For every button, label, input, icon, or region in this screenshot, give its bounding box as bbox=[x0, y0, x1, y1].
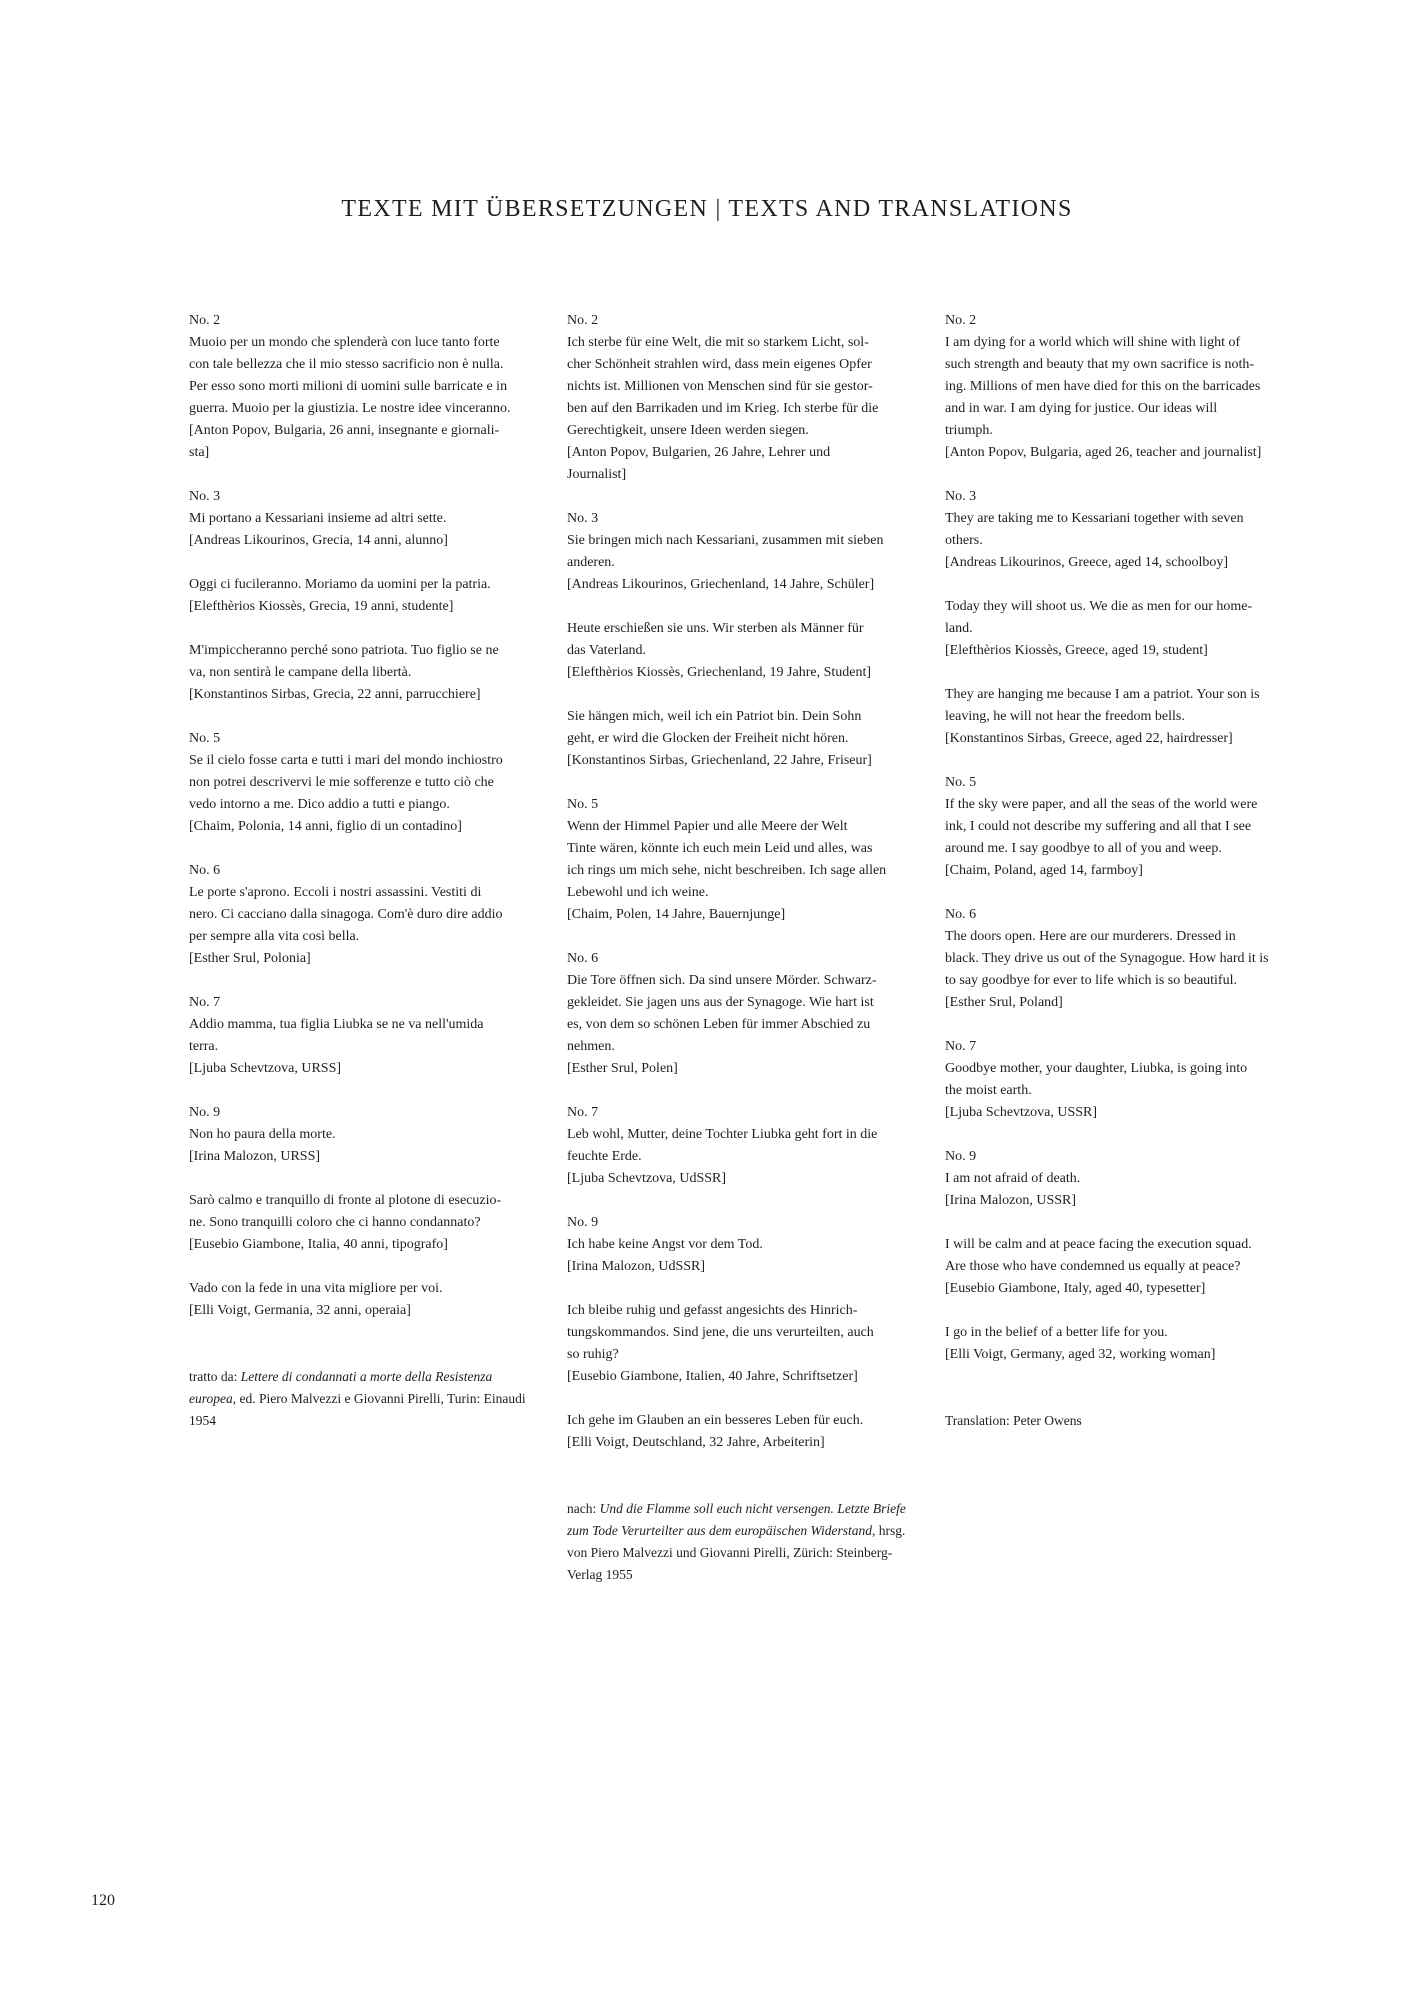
text-line: [Ljuba Schevtzova, USSR] bbox=[945, 1105, 1098, 1120]
entry-number: No. 9 bbox=[189, 1105, 221, 1120]
entry-number: No. 7 bbox=[567, 1105, 599, 1120]
page-title: TEXTE MIT ÜBERSETZUNGEN | TEXTS AND TRANSLATIONS bbox=[341, 196, 1073, 222]
text-line: Sie hängen mich, weil ich ein Patriot bin. Dein Sohn bbox=[567, 709, 862, 724]
entry-paragraph bbox=[189, 574, 534, 618]
text-line: [Irina Malozon, USSR] bbox=[945, 1193, 1077, 1208]
text-line: Lebewohl und ich weine. bbox=[567, 885, 709, 900]
entry-paragraph bbox=[189, 1278, 534, 1322]
text-line: Journalist] bbox=[567, 467, 627, 482]
poem-entry bbox=[945, 1146, 1290, 1366]
text-line: land. bbox=[945, 621, 973, 636]
entry-paragraph bbox=[567, 1410, 912, 1454]
text-line: [Eusebio Giambone, Italien, 40 Jahre, Schriftsetzer] bbox=[567, 1369, 858, 1384]
text-line: nichts ist. Millionen von Menschen sind für sie gestor- bbox=[567, 379, 873, 394]
text-line: [Ljuba Schevtzova, UdSSR] bbox=[567, 1171, 727, 1186]
text-line: The doors open. Here are our murderers. Dressed in bbox=[945, 929, 1236, 944]
text-line: [Elli Voigt, Deutschland, 32 Jahre, Arbeiterin] bbox=[567, 1435, 825, 1450]
text-line: Non ho paura della morte. bbox=[189, 1127, 336, 1142]
text-line: [Esther Srul, Polonia] bbox=[189, 951, 311, 966]
page-number: 120 bbox=[91, 1892, 115, 1909]
source-note bbox=[945, 1410, 1290, 1432]
text-line: If the sky were paper, and all the seas of the world were bbox=[945, 797, 1258, 812]
source-rest: , ed. Piero Malvezzi e Giovanni Pirelli, Turin: Einaudi 1954 bbox=[189, 1391, 526, 1428]
text-line: I will be calm and at peace facing the execution squad. bbox=[945, 1237, 1252, 1252]
text-line: [Irina Malozon, URSS] bbox=[189, 1149, 321, 1164]
text-line: Ich sterbe für eine Welt, die mit so starkem Licht, sol- bbox=[567, 335, 869, 350]
text-line: [Ljuba Schevtzova, URSS] bbox=[189, 1061, 342, 1076]
text-line: and in war. I am dying for justice. Our ideas will bbox=[945, 401, 1218, 416]
source-note bbox=[189, 1366, 534, 1432]
entry-paragraph bbox=[567, 618, 912, 684]
entry-paragraph bbox=[567, 1234, 912, 1278]
text-line: [Andreas Likourinos, Grecia, 14 anni, alunno] bbox=[189, 533, 448, 548]
entry-number: No. 7 bbox=[945, 1039, 977, 1054]
entry-number: No. 3 bbox=[567, 511, 599, 526]
entry-paragraph bbox=[945, 1234, 1290, 1300]
text-line: [Chaim, Poland, aged 14, farmboy] bbox=[945, 863, 1143, 878]
text-line: terra. bbox=[189, 1039, 219, 1054]
text-line: [Elli Voigt, Germany, aged 32, working woman] bbox=[945, 1347, 1216, 1362]
text-line: Sie bringen mich nach Kessariani, zusammen mit sieben bbox=[567, 533, 884, 548]
text-line: guerra. Muoio per la giustizia. Le nostre idee vinceranno. bbox=[189, 401, 511, 416]
text-line: [Konstantinos Sirbas, Grecia, 22 anni, parrucchiere] bbox=[189, 687, 481, 702]
text-line: [Andreas Likourinos, Greece, aged 14, schoolboy] bbox=[945, 555, 1229, 570]
text-line: ich rings um mich sehe, nicht beschreiben. Ich sage allen bbox=[567, 863, 887, 878]
entry-paragraph bbox=[945, 1058, 1290, 1124]
text-line: [Esther Srul, Polen] bbox=[567, 1061, 678, 1076]
entry-paragraph bbox=[189, 1124, 534, 1168]
text-line: M'impiccheranno perché sono patriota. Tuo figlio se ne bbox=[189, 643, 499, 658]
text-line: They are hanging me because I am a patriot. Your son is bbox=[945, 687, 1260, 702]
entry-paragraph bbox=[945, 1168, 1290, 1212]
text-line: I am dying for a world which will shine with light of bbox=[945, 335, 1241, 350]
text-line: [Eusebio Giambone, Italy, aged 40, typesetter] bbox=[945, 1281, 1206, 1296]
entry-paragraph bbox=[945, 332, 1290, 464]
poem-entry bbox=[567, 948, 912, 1080]
source-prefix: nach: bbox=[567, 1501, 600, 1516]
english-column bbox=[945, 310, 1290, 1432]
text-line: leaving, he will not hear the freedom bells. bbox=[945, 709, 1185, 724]
text-line: geht, er wird die Glocken der Freiheit nicht hören. bbox=[567, 731, 849, 746]
entry-paragraph bbox=[945, 508, 1290, 574]
entry-paragraph bbox=[189, 1190, 534, 1256]
entry-number: No. 9 bbox=[567, 1215, 599, 1230]
text-line: nehmen. bbox=[567, 1039, 615, 1054]
entry-number: No. 6 bbox=[945, 907, 977, 922]
text-line: Le porte s'aprono. Eccoli i nostri assassini. Vestiti di bbox=[189, 885, 482, 900]
text-line: per sempre alla vita così bella. bbox=[189, 929, 360, 944]
entry-number: No. 3 bbox=[189, 489, 221, 504]
text-line: Die Tore öffnen sich. Da sind unsere Mörder. Schwarz- bbox=[567, 973, 877, 988]
entry-paragraph bbox=[567, 970, 912, 1080]
entry-paragraph bbox=[945, 1322, 1290, 1366]
text-line: such strength and beauty that my own sacrifice is noth- bbox=[945, 357, 1255, 372]
text-line: [Chaim, Polen, 14 Jahre, Bauernjunge] bbox=[567, 907, 786, 922]
text-line: triumph. bbox=[945, 423, 993, 438]
text-line: Vado con la fede in una vita migliore per voi. bbox=[189, 1281, 443, 1296]
poem-entry bbox=[189, 1102, 534, 1322]
text-line: [Elefthèrios Kiossès, Griechenland, 19 Jahre, Student] bbox=[567, 665, 872, 680]
entry-number: No. 6 bbox=[189, 863, 221, 878]
text-line: to say goodbye for ever to life which is so beautiful. bbox=[945, 973, 1237, 988]
text-line: around me. I say goodbye to all of you and weep. bbox=[945, 841, 1222, 856]
text-line: black. They drive us out of the Synagogue. How hard it is bbox=[945, 951, 1269, 966]
entry-paragraph bbox=[189, 1014, 534, 1080]
text-line: Leb wohl, Mutter, deine Tochter Liubka geht fort in die bbox=[567, 1127, 878, 1142]
entry-paragraph bbox=[567, 530, 912, 596]
poem-entry bbox=[945, 904, 1290, 1014]
text-line: [Esther Srul, Poland] bbox=[945, 995, 1063, 1010]
entry-paragraph bbox=[189, 640, 534, 706]
text-line: Gerechtigkeit, unsere Ideen werden siegen. bbox=[567, 423, 809, 438]
text-line: They are taking me to Kessariani together with seven bbox=[945, 511, 1244, 526]
poem-entry bbox=[189, 486, 534, 706]
entry-paragraph bbox=[189, 882, 534, 970]
entry-paragraph bbox=[567, 1300, 912, 1388]
text-line: Wenn der Himmel Papier und alle Meere der Welt bbox=[567, 819, 848, 834]
text-line: sta] bbox=[189, 445, 210, 460]
text-line: Per esso sono morti milioni di uomini sulle barricate e in bbox=[189, 379, 508, 394]
german-column bbox=[567, 310, 912, 1586]
entry-paragraph bbox=[567, 706, 912, 772]
entry-paragraph bbox=[945, 926, 1290, 1014]
text-line: es, von dem so schönen Leben für immer Abschied zu bbox=[567, 1017, 871, 1032]
text-line: others. bbox=[945, 533, 983, 548]
text-line: vedo intorno a me. Dico addio a tutti e piango. bbox=[189, 797, 450, 812]
poem-entry bbox=[189, 310, 534, 464]
poem-entry bbox=[567, 794, 912, 926]
entry-paragraph bbox=[189, 508, 534, 552]
text-line: Goodbye mother, your daughter, Liubka, is going into bbox=[945, 1061, 1248, 1076]
entry-number: No. 5 bbox=[189, 731, 221, 746]
text-line: gekleidet. Sie jagen uns aus der Synagoge. Wie hart ist bbox=[567, 995, 874, 1010]
entry-number: No. 5 bbox=[945, 775, 977, 790]
text-line: Heute erschießen sie uns. Wir sterben als Männer für bbox=[567, 621, 864, 636]
text-line: non potrei descrivervi le mie sofferenze e tutto ciò che bbox=[189, 775, 494, 790]
text-line: nero. Ci cacciano dalla sinagoga. Com'è duro dire addio bbox=[189, 907, 503, 922]
text-line: tungskommandos. Sind jene, die uns verurteilten, auch bbox=[567, 1325, 874, 1340]
text-line: [Elefthèrios Kiossès, Grecia, 19 anni, studente] bbox=[189, 599, 454, 614]
entry-paragraph bbox=[945, 596, 1290, 662]
poem-entry bbox=[567, 1102, 912, 1190]
text-line: Ich habe keine Angst vor dem Tod. bbox=[567, 1237, 763, 1252]
text-line: Muoio per un mondo che splenderà con luce tanto forte bbox=[189, 335, 500, 350]
text-line: das Vaterland. bbox=[567, 643, 647, 658]
text-line: ink, I could not describe my suffering and all that I see bbox=[945, 819, 1252, 834]
poem-entry bbox=[189, 992, 534, 1080]
poem-entry bbox=[945, 310, 1290, 464]
entry-number: No. 7 bbox=[189, 995, 221, 1010]
text-line: va, non sentirà le campane della libertà. bbox=[189, 665, 412, 680]
text-line: the moist earth. bbox=[945, 1083, 1032, 1098]
text-line: Ich gehe im Glauben an ein besseres Leben für euch. bbox=[567, 1413, 864, 1428]
text-line: [Andreas Likourinos, Griechenland, 14 Jahre, Schüler] bbox=[567, 577, 875, 592]
text-line: [Anton Popov, Bulgaria, aged 26, teacher and journalist] bbox=[945, 445, 1262, 460]
source-prefix: Translation: Peter Owens bbox=[945, 1413, 1082, 1428]
entry-number: No. 2 bbox=[189, 313, 221, 328]
text-line: [Anton Popov, Bulgarien, 26 Jahre, Lehrer und bbox=[567, 445, 831, 460]
text-line: [Elli Voigt, Germania, 32 anni, operaia] bbox=[189, 1303, 411, 1318]
poem-entry bbox=[945, 486, 1290, 750]
entry-paragraph bbox=[189, 750, 534, 838]
text-line: so ruhig? bbox=[567, 1347, 619, 1362]
text-line: ne. Sono tranquilli coloro che ci hanno condannato? bbox=[189, 1215, 481, 1230]
text-line: [Anton Popov, Bulgaria, 26 anni, insegnante e giornali- bbox=[189, 423, 500, 438]
source-note bbox=[567, 1498, 912, 1586]
text-line: Are those who have condemned us equally at peace? bbox=[945, 1259, 1241, 1274]
text-line: ben auf den Barrikaden und im Krieg. Ich sterbe für die bbox=[567, 401, 879, 416]
entry-paragraph bbox=[945, 794, 1290, 882]
text-line: Tinte wären, könnte ich euch mein Leid und alles, was bbox=[567, 841, 873, 856]
text-line: feuchte Erde. bbox=[567, 1149, 642, 1164]
text-line: Ich bleibe ruhig und gefasst angesichts des Hinrich- bbox=[567, 1303, 858, 1318]
entry-number: No. 9 bbox=[945, 1149, 977, 1164]
entry-paragraph bbox=[567, 816, 912, 926]
entry-number: No. 2 bbox=[567, 313, 599, 328]
text-line: Sarò calmo e tranquillo di fronte al plotone di esecuzio- bbox=[189, 1193, 502, 1208]
poem-entry bbox=[567, 508, 912, 772]
text-line: I am not afraid of death. bbox=[945, 1171, 1081, 1186]
poem-entry bbox=[567, 1212, 912, 1454]
poem-entry bbox=[189, 728, 534, 838]
entry-paragraph bbox=[567, 1124, 912, 1190]
poem-entry bbox=[945, 1036, 1290, 1124]
text-line: Addio mamma, tua figlia Liubka se ne va nell'umida bbox=[189, 1017, 484, 1032]
text-line: Se il cielo fosse carta e tutti i mari del mondo inchiostro bbox=[189, 753, 503, 768]
text-line: anderen. bbox=[567, 555, 615, 570]
italian-column bbox=[189, 310, 534, 1432]
text-line: I go in the belief of a better life for you. bbox=[945, 1325, 1168, 1340]
text-line: [Konstantinos Sirbas, Greece, aged 22, hairdresser] bbox=[945, 731, 1233, 746]
entry-paragraph bbox=[189, 332, 534, 464]
text-line: Mi portano a Kessariani insieme ad altri sette. bbox=[189, 511, 447, 526]
entry-number: No. 6 bbox=[567, 951, 599, 966]
source-rest: , hrsg. von Piero Malvezzi und Giovanni Pirelli, Zürich: Steinberg-Verlag 1955 bbox=[567, 1523, 906, 1582]
entry-paragraph bbox=[567, 332, 912, 486]
poem-entry bbox=[189, 860, 534, 970]
text-line: con tale bellezza che il mio stesso sacrificio non è nulla. bbox=[189, 357, 504, 372]
text-line: Oggi ci fucileranno. Moriamo da uomini per la patria. bbox=[189, 577, 491, 592]
text-line: cher Schönheit strahlen wird, dass mein eigenes Opfer bbox=[567, 357, 872, 372]
text-line: [Elefthèrios Kiossès, Greece, aged 19, student] bbox=[945, 643, 1208, 658]
source-title: Und die Flamme soll euch nicht versengen. Letzte Briefe zum Tode Verurteilter aus dem europäischen Widerstand bbox=[567, 1501, 906, 1538]
source-title: Lettere di condannati a morte della Resistenza europea bbox=[189, 1369, 493, 1406]
text-line: [Irina Malozon, UdSSR] bbox=[567, 1259, 706, 1274]
text-line: [Eusebio Giambone, Italia, 40 anni, tipografo] bbox=[189, 1237, 448, 1252]
text-line: [Konstantinos Sirbas, Griechenland, 22 Jahre, Friseur] bbox=[567, 753, 872, 768]
entry-paragraph bbox=[945, 684, 1290, 750]
entry-number: No. 5 bbox=[567, 797, 599, 812]
text-line: [Chaim, Polonia, 14 anni, figlio di un contadino] bbox=[189, 819, 462, 834]
text-line: Today they will shoot us. We die as men for our home- bbox=[945, 599, 1253, 614]
text-line: ing. Millions of men have died for this on the barricades bbox=[945, 379, 1261, 394]
entry-number: No. 3 bbox=[945, 489, 977, 504]
poem-entry bbox=[567, 310, 912, 486]
poem-entry bbox=[945, 772, 1290, 882]
source-prefix: tratto da: bbox=[189, 1369, 241, 1384]
entry-number: No. 2 bbox=[945, 313, 977, 328]
